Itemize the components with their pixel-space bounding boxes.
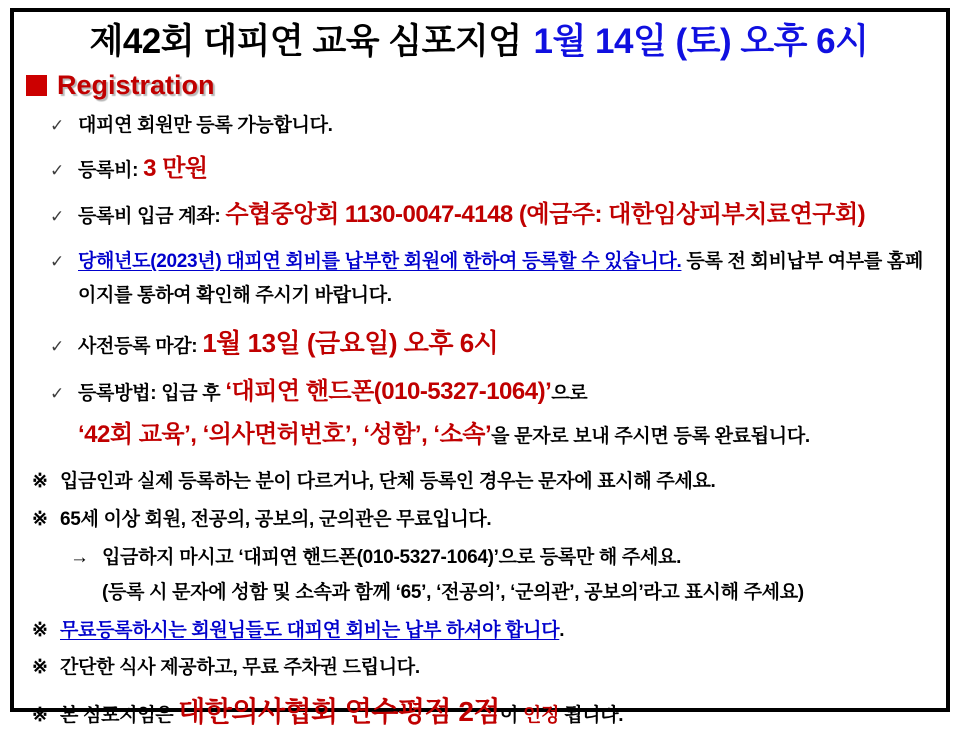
arrow-icon: → [70,546,89,568]
text-segment: 등록비 입금 계좌: [78,206,226,228]
checkmark-icon: ✓ [50,207,65,227]
reference-mark-icon: ※ [32,508,48,530]
section-title: Registration [57,69,215,100]
note-item-dues-required [24,617,934,645]
list-item-text [78,198,934,233]
note-item-different-payer [24,468,934,496]
highlighted-requirement: 당해년도(2023년) 대피연 회비를 납부한 회원에 한하여 등록할 수 있습니다. [78,251,682,273]
text-segment: 입금인과 실제 등록하는 분이 다르거나, 단체 등록인 경우는 문자에 표시해 주세요. [60,471,716,493]
list-item-registration-method-continued [24,418,934,453]
checkmark-icon: ✓ [50,337,65,357]
checkmark-icon: ✓ [50,116,65,135]
note-item-text [60,506,934,534]
text-segment: (등록 시 문자에 성함 및 소속과 함께 ‘65’, ‘전공의’, ‘군의관’, 공보의’라고 표시해 주세요) [102,582,804,604]
note-item-text [60,692,934,732]
list-item-registration-method [24,375,934,410]
notes-section [24,468,934,732]
page-title [24,20,934,64]
note-item-meal-parking [24,654,934,682]
text-segment: 등록비: [78,159,144,181]
note-item-free-categories [24,506,934,534]
credit-points-highlight: 대한의사협회 연수평점 2점 [178,695,500,727]
red-square-icon [26,75,47,96]
text-segment: 간단한 식사 제공하고, 무료 주차권 드립니다. [60,657,420,679]
note-item-credit-points [24,692,934,732]
text-segment: 등록 전 회비납부 여부를 홈페이지를 통하여 확인해 주시기 바랍니다. [78,251,923,307]
checkmark-icon: ✓ [50,160,65,180]
sms-required-fields: ‘42회 교육’, ‘의사면허번호’, ‘성함’, ‘소속’ [78,420,492,448]
title-text: 제42회 대피연 교육 심포지엄 [89,22,522,61]
list-item-text [78,245,934,313]
text-segment: 이 [499,704,524,726]
note-item-text [60,654,934,682]
list-item-bank-account [24,198,934,233]
reference-mark-icon: ※ [32,657,48,679]
text-segment: 65세 이상 회원, 전공의, 공보의, 군의관은 무료입니다. [60,508,492,530]
deadline-date: 1월 13일 (금요일) 오후 6시 [202,328,499,359]
list-item-fee [24,152,934,187]
text-segment: 본 심포지엄은 [60,704,179,726]
list-item-deadline [24,325,934,363]
list-item-text [78,418,934,453]
text-segment: 인정 [523,704,560,726]
text-segment: 입금하지 마시고 ‘대피연 핸드폰(010-5327-1064)’으로 등록만 해 주세요. [102,546,682,568]
section-heading [26,70,934,100]
content-frame [10,8,950,727]
checkmark-icon: ✓ [50,383,65,403]
text-segment: 을 문자로 보내 주시면 등록 완료됩니다. [491,425,810,447]
highlighted-dues-notice: 무료등록하시는 회원님들도 대피연 회비는 납부 하셔야 합니다 [60,619,560,641]
reference-mark-icon: ※ [32,619,48,641]
text-segment: . [559,619,565,641]
reference-mark-icon: ※ [32,471,48,493]
note-item-text [102,544,934,572]
list-item-text [78,112,934,140]
text-segment: 등록방법: 입금 후 [78,382,226,404]
reference-mark-icon: ※ [32,704,48,726]
list-item-text [78,375,934,410]
list-item-membership-requirement [24,245,934,313]
note-item-sms-marking-detail [24,579,934,607]
checkmark-icon: ✓ [50,252,65,272]
phone-number: ‘대피연 핸드폰(010-5327-1064)’ [225,377,552,405]
note-item-text [102,579,934,607]
title-date: 1월 14일 (토) 오후 6시 [533,22,869,61]
text-segment: 으로 [551,382,588,404]
text-segment: 대피연 회원만 등록 가능합니다. [78,115,333,136]
text-segment: 사전등록 마감: [78,336,203,358]
fee-amount: 3 만원 [143,154,208,182]
note-item-text [60,617,934,645]
note-item-free-registration-instruction [24,544,934,572]
text-segment: 됩니다. [559,704,624,726]
note-item-text [60,468,934,496]
list-item-text [78,325,934,363]
list-item-text [78,152,934,187]
list-item-members-only [24,112,934,140]
bank-account-number: 수협중앙회 1130-0047-4148 (예금주: 대한임상피부치료연구회) [225,201,866,229]
